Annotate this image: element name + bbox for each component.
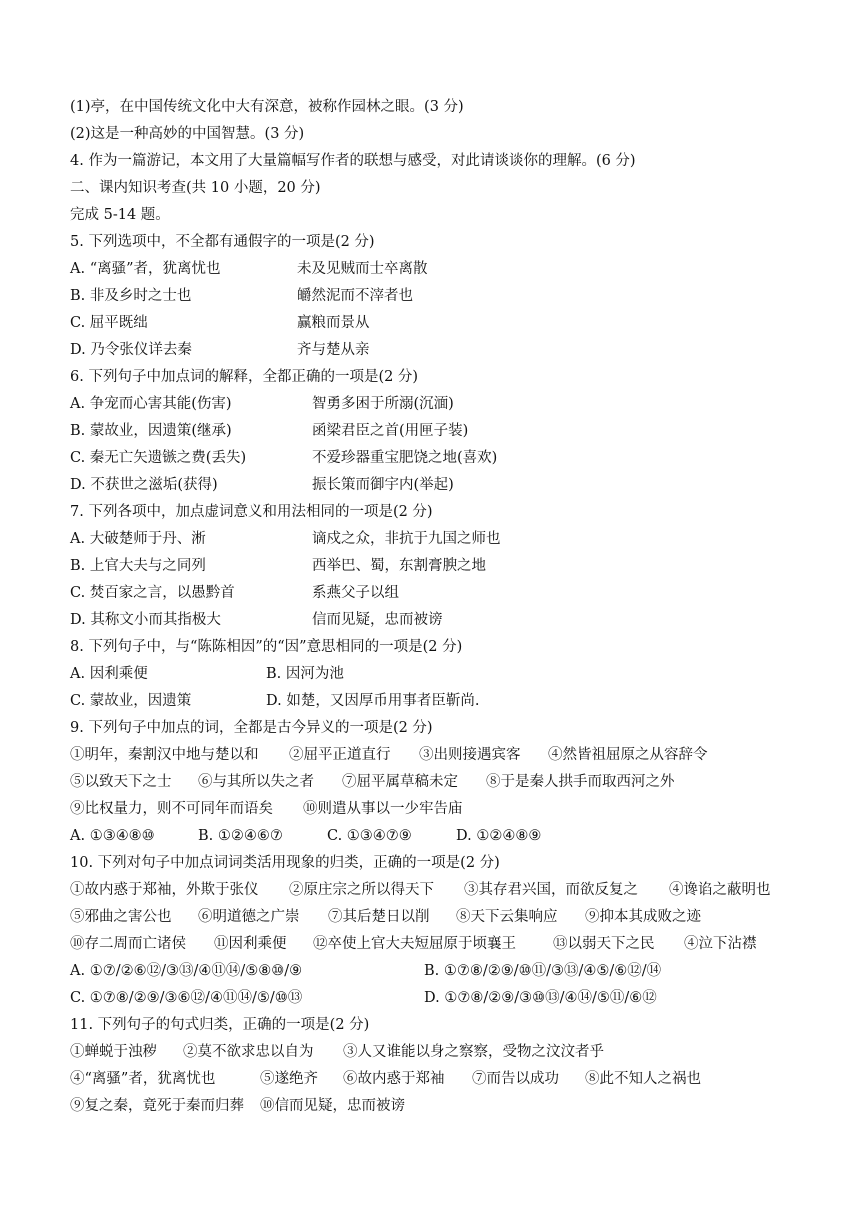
q6-option-a-left: A. 争宠而心害其能(伤害)	[70, 396, 232, 412]
question-11-stem: 11. 下列句子的句式归类，正确的一项是(2 分)	[70, 1017, 370, 1033]
q7-option-a-right: 谪戍之众，非抗于九国之师也	[312, 531, 501, 547]
q11-item-9: ⑨复之秦，竟死于秦而归葬	[70, 1098, 244, 1114]
q10-item-10: ⑩存二周而亡诸侯	[70, 936, 186, 952]
q10-item-2: ②原庄宗之所以得天下	[289, 882, 434, 898]
q10-item-3: ③其存君兴国，而欲反复之	[464, 882, 638, 898]
q9-item-7: ⑦屈平属草稿未定	[342, 774, 458, 790]
q7-option-b-right: 西举巴、蜀，东割膏腴之地	[312, 558, 486, 574]
q10-item-6: ⑥明道德之广崇	[198, 909, 300, 925]
q9-item-9: ⑨比权量力，则不可同年而语矣	[70, 801, 273, 817]
question-6-stem: 6. 下列句子中加点词的解释，全都正确的一项是(2 分)	[70, 369, 419, 385]
q10-item-7: ⑦其后楚日以削	[328, 909, 430, 925]
q10-item-9: ⑨抑本其成败之迹	[585, 909, 701, 925]
q9-item-6: ⑥与其所以失之者	[198, 774, 314, 790]
q11-item-8: ⑧此不知人之祸也	[585, 1071, 701, 1087]
question-10-stem: 10. 下列对句子中加点词词类活用现象的归类，正确的一项是(2 分)	[70, 855, 500, 871]
section-heading: 二、课内知识考查(共 10 小题，20 分)	[70, 180, 321, 196]
q6-option-c-left: C. 秦无亡矢遗镞之费(丢失)	[70, 450, 247, 466]
section-instruction: 完成 5-14 题。	[70, 207, 170, 223]
q10-item-11: ⑪因利乘便	[214, 936, 287, 952]
q11-item-1: ①蝉蜕于浊秽	[70, 1044, 157, 1060]
question-4: 4. 作为一篇游记，本文用了大量篇幅写作者的联想与感受，对此请谈谈你的理解。(6 分)	[70, 153, 636, 169]
q11-item-2: ②莫不欲求忠以自为	[183, 1044, 314, 1060]
question-3-part-2: (2)这是一种高妙的中国智慧。(3 分)	[70, 126, 305, 142]
q11-item-6: ⑥故内惑于郑袖	[343, 1071, 445, 1087]
q5-option-b-right: 皭然泥而不滓者也	[297, 288, 413, 304]
q5-option-c-right: 赢粮而景从	[297, 315, 370, 331]
q11-item-7: ⑦而告以成功	[472, 1071, 559, 1087]
q9-option-b: B. ①②④⑥⑦	[198, 828, 283, 844]
q10-item-1: ①故内惑于郑袖，外欺于张仪	[70, 882, 259, 898]
question-9-stem: 9. 下列句子中加点的词，全都是古今异义的一项是(2 分)	[70, 720, 433, 736]
q10-item-13: ⑬以弱天下之民	[553, 936, 655, 952]
q8-option-d: D. 如楚，又因厚币用事者臣靳尚.	[266, 693, 480, 709]
q11-item-3: ③人又谁能以身之察察，受物之汶汶者乎	[343, 1044, 604, 1060]
question-3-part-1: (1)亭，在中国传统文化中大有深意，被称作园林之眼。(3 分)	[70, 99, 464, 115]
q6-option-c-right: 不爱珍器重宝肥饶之地(喜欢)	[312, 450, 498, 466]
q10-item-5: ⑤邪曲之害公也	[70, 909, 172, 925]
q9-item-10: ⑩则遣从事以一少牢告庙	[303, 801, 463, 817]
q11-item-5: ⑤遂绝齐	[260, 1071, 318, 1087]
q9-item-3: ③出则接遇宾客	[419, 747, 521, 763]
q6-option-b-right: 函梁君臣之首(用匣子装)	[312, 423, 469, 439]
q10-option-c: C. ①⑦⑧/②⑨/③⑥⑫/④⑪⑭/⑤/⑩⑬	[70, 990, 303, 1006]
q7-option-a-left: A. 大破楚师于丹、淅	[70, 531, 206, 547]
q6-option-a-right: 智勇多困于所溺(沉湎)	[312, 396, 454, 412]
q10-item-4: ④谗谄之蔽明也	[669, 882, 771, 898]
q5-option-d-right: 齐与楚从亲	[297, 342, 370, 358]
q10-option-b: B. ①⑦⑧/②⑨/⑩⑪/③⑬/④⑤/⑥⑫/⑭	[424, 963, 662, 979]
q9-item-1: ①明年，秦割汉中地与楚以和	[70, 747, 259, 763]
q8-option-a: A. 因利乘便	[70, 666, 148, 682]
q7-option-d-left: D. 其称文小而其指极大	[70, 612, 221, 628]
q6-option-d-left: D. 不获世之滋垢(获得)	[70, 477, 218, 493]
q9-option-a: A. ①③④⑧⑩	[70, 828, 155, 844]
q8-option-b: B. 因河为池	[266, 666, 344, 682]
q6-option-d-right: 振长策而御宇内(举起)	[312, 477, 454, 493]
q10-item-8: ⑧天下云集响应	[456, 909, 558, 925]
q9-item-4: ④然皆祖屈原之从容辞令	[548, 747, 708, 763]
q8-option-c: C. 蒙故业，因遗策	[70, 693, 192, 709]
q9-item-8: ⑧于是秦人拱手而取西河之外	[486, 774, 675, 790]
question-5-stem: 5. 下列选项中，不全都有通假字的一项是(2 分)	[70, 234, 375, 250]
q10-item-14: ④泣下沾襟	[684, 936, 757, 952]
q7-option-b-left: B. 上官大夫与之同列	[70, 558, 206, 574]
q10-option-a: A. ①⑦/②⑥⑫/③⑬/④⑪⑭/⑤⑧⑩/⑨	[70, 963, 303, 979]
q9-item-2: ②屈平正道直行	[289, 747, 391, 763]
q5-option-c-left: C. 屈平既绌	[70, 315, 148, 331]
q6-option-b-left: B. 蒙故业，因遗策(继承)	[70, 423, 232, 439]
q9-option-d: D. ①②④⑧⑨	[456, 828, 542, 844]
question-7-stem: 7. 下列各项中，加点虚词意义和用法相同的一项是(2 分)	[70, 504, 433, 520]
q7-option-c-left: C. 焚百家之言，以愚黔首	[70, 585, 235, 601]
q9-option-c: C. ①③④⑦⑨	[327, 828, 412, 844]
q10-option-d: D. ①⑦⑧/②⑨/③⑩⑬/④⑭/⑤⑪/⑥⑫	[424, 990, 657, 1006]
q5-option-b-left: B. 非及乡时之士也	[70, 288, 192, 304]
q5-option-d-left: D. 乃令张仪详去秦	[70, 342, 192, 358]
q10-item-12: ⑫卒使上官大夫短屈原于顷襄王	[313, 936, 516, 952]
q5-option-a-right: 未及见贼而士卒离散	[297, 261, 428, 277]
q7-option-d-right: 信而见疑，忠而被谤	[312, 612, 443, 628]
q7-option-c-right: 系燕父子以组	[312, 585, 399, 601]
q9-item-5: ⑤以致天下之士	[70, 774, 172, 790]
q11-item-4: ④“离骚”者，犹离忧也	[70, 1071, 216, 1087]
q11-item-10: ⑩信而见疑，忠而被谤	[260, 1098, 405, 1114]
question-8-stem: 8. 下列句子中，与“陈陈相因”的“因”意思相同的一项是(2 分)	[70, 639, 463, 655]
q5-option-a-left: A. “离骚”者，犹离忧也	[70, 261, 221, 277]
